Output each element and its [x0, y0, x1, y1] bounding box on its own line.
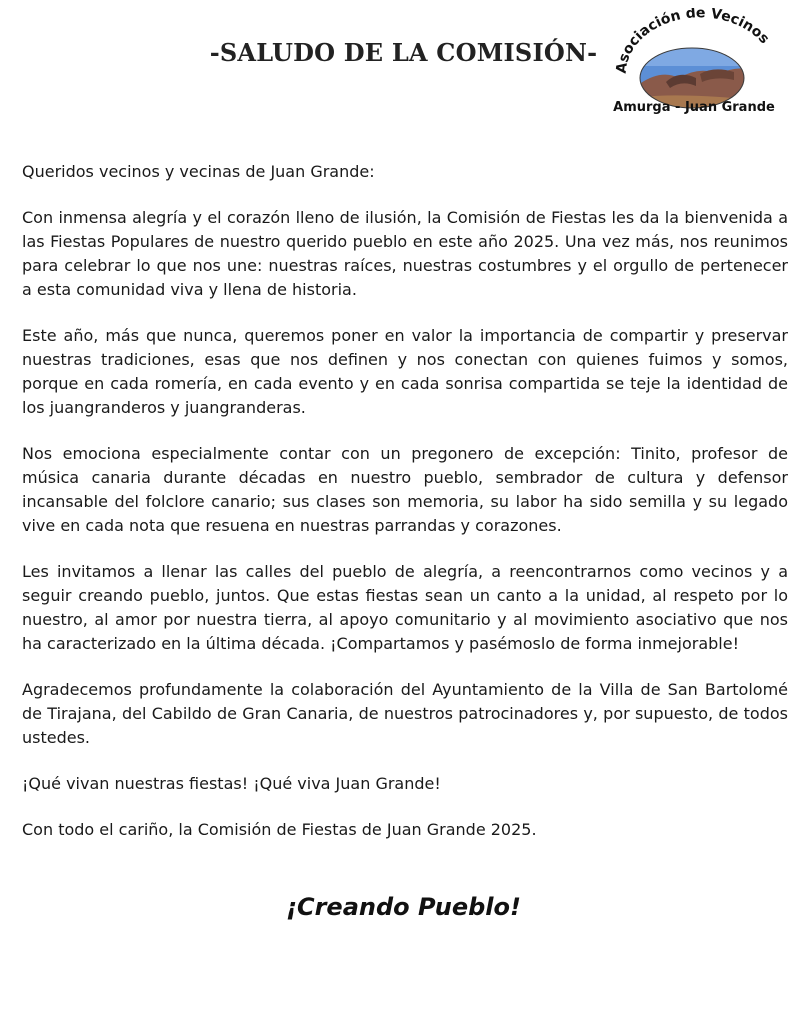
letter-cheer: ¡Qué vivan nuestras fiestas! ¡Qué viva Juan Grande! — [22, 774, 441, 793]
page-title: -SALUDO DE LA COMISIÓN- — [209, 38, 598, 67]
letter-paragraph: Agradecemos profundamente la colaboración del Ayuntamiento de la Villa de San Bartolomé de Tirajana, del Cabildo de Gran Canaria, de nuestros patrocinadores y, por supuesto, de todos ustedes. — [22, 680, 788, 747]
letter-paragraph: Les invitamos a llenar las calles del pueblo de alegría, a reencontrarnos como vecinos y a seguir creando pueblo, juntos. Que estas fiestas sean un canto a la unidad, al respeto por lo nuestro, al amor por nuestra tierra, al apoyo comunitario y al movimiento asociativo que nos ha caracterizado en la última década. ¡Compartamos y pasémoslo de forma inmejorable! — [22, 562, 788, 653]
association-logo — [604, 8, 794, 128]
letter-paragraph: Este año, más que nunca, queremos poner en valor la importancia de compartir y preservar nuestras tradiciones, esas que nos definen y nos conectan con quienes fuimos y somos, porque en cada romería, en cada evento y en cada sonrisa compartida se teje la identidad de los juangranderos y juangranderas. — [22, 326, 788, 417]
slogan: ¡Creando Pueblo! — [286, 893, 521, 921]
letter-body — [22, 160, 788, 864]
logo-arc-text: Asociación de Vecinos — [613, 8, 773, 75]
letter-paragraph: Nos emociona especialmente contar con un pregonero de excepción: Tinito, profesor de música canaria durante décadas en nuestro pueblo, sembrador de cultura y defensor incansable del folclore canario; sus clases son memoria, su labor ha sido semilla y su legado vive en cada nota que resuena en nuestras parrandas y corazones. — [22, 444, 788, 535]
logo-bottom-text: Amurga - Juan Grande — [613, 100, 775, 115]
letter-greeting: Queridos vecinos y vecinas de Juan Grande: — [22, 162, 375, 181]
letter-paragraph: Con inmensa alegría y el corazón lleno de ilusión, la Comisión de Fiestas les da la bienvenida a las Fiestas Populares de nuestro querido pueblo en este año 2025. Una vez más, nos reunimos para celebrar lo que nos une: nuestras raíces, nuestras costumbres y el orgullo de pertenecer a esta comunidad viva y llena de historia. — [22, 208, 788, 299]
letter-closing: Con todo el cariño, la Comisión de Fiestas de Juan Grande 2025. — [22, 820, 537, 839]
